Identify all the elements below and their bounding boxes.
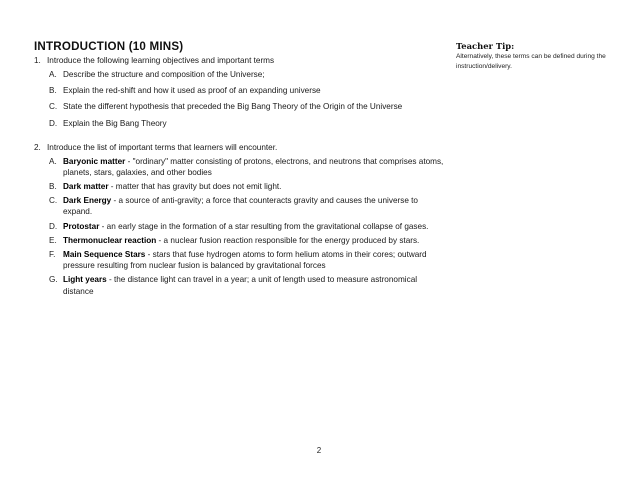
item-letter: C. bbox=[49, 102, 58, 112]
step-2-text: Introduce the list of important terms that learners will encounter. bbox=[47, 143, 278, 153]
term-item bbox=[49, 181, 444, 192]
item-letter: D. bbox=[49, 118, 58, 128]
item-letter: F. bbox=[49, 249, 56, 259]
list-item bbox=[49, 69, 444, 80]
item-text: Explain the red-shift and how it used as proof of an expanding universe bbox=[63, 85, 321, 95]
item-letter: B. bbox=[49, 181, 57, 191]
teacher-tip-title: Teacher Tip: bbox=[456, 41, 515, 51]
term-definition: - stars that fuse hydrogen atoms to form helium atoms in their cores; outward pressure resulting from nuclear fusion is balanced by gravitational forces bbox=[63, 249, 427, 271]
step-1 bbox=[34, 55, 444, 67]
item-letter: C. bbox=[49, 196, 58, 206]
step-1-number: 1. bbox=[34, 56, 41, 65]
page-number: 2 bbox=[316, 446, 322, 455]
term-name: Dark Energy bbox=[63, 196, 112, 206]
step-1-text: Introduce the following learning objectives and important terms bbox=[47, 56, 275, 65]
list-item bbox=[49, 85, 444, 96]
teacher-tip bbox=[456, 41, 606, 71]
terms-list bbox=[49, 156, 444, 297]
item-letter: B. bbox=[49, 85, 57, 95]
term-definition: - a source of anti-gravity; a force that counteracts gravity and causes the universe to expand. bbox=[63, 196, 418, 217]
step-2-number: 2. bbox=[34, 143, 41, 153]
term-definition: - an early stage in the formation of a star resulting from the gravitational collapse of gases. bbox=[99, 221, 429, 231]
term-definition: - a nuclear fusion reaction responsible for the energy produced by stars. bbox=[156, 235, 420, 245]
step-2 bbox=[34, 142, 444, 154]
main-content bbox=[34, 40, 444, 300]
term-item bbox=[49, 249, 444, 271]
term-name: Baryonic matter bbox=[63, 156, 126, 166]
list-item bbox=[49, 118, 444, 129]
term-definition: - "ordinary" matter consisting of protons, electrons, and neutrons that comprises atoms, planets, stars, galaxies, and other bodies bbox=[63, 156, 444, 177]
teacher-tip-text: Alternatively, these terms can be defined during the instruction/delivery. bbox=[456, 53, 606, 70]
item-letter: D. bbox=[49, 221, 58, 231]
item-text: Describe the structure and composition of the Universe; bbox=[63, 69, 265, 79]
list-item bbox=[49, 101, 444, 112]
term-name: Main Sequence Stars bbox=[63, 249, 146, 259]
term-definition: - the distance light can travel in a year; a unit of length used to measure astronomical distance bbox=[63, 275, 418, 296]
term-item bbox=[49, 195, 444, 217]
term-name: Light years bbox=[63, 275, 107, 285]
term-name: Protostar bbox=[63, 221, 100, 231]
term-item bbox=[49, 156, 444, 178]
term-definition: - matter that has gravity but does not emit light. bbox=[108, 181, 282, 191]
term-name: Thermonuclear reaction bbox=[63, 235, 157, 245]
item-letter: G. bbox=[49, 275, 58, 285]
term-item bbox=[49, 221, 444, 232]
item-letter: E. bbox=[49, 235, 57, 245]
term-name: Dark matter bbox=[63, 181, 109, 191]
item-letter: A. bbox=[49, 156, 57, 166]
section-title: INTRODUCTION (10 MINS) bbox=[34, 40, 184, 53]
term-item bbox=[49, 274, 444, 296]
term-item bbox=[49, 235, 444, 246]
objectives-list bbox=[49, 69, 444, 129]
item-text: State the different hypothesis that preceded the Big Bang Theory of the Origin of the Universe bbox=[63, 102, 403, 112]
item-letter: A. bbox=[49, 69, 57, 79]
item-text: Explain the Big Bang Theory bbox=[63, 118, 167, 128]
